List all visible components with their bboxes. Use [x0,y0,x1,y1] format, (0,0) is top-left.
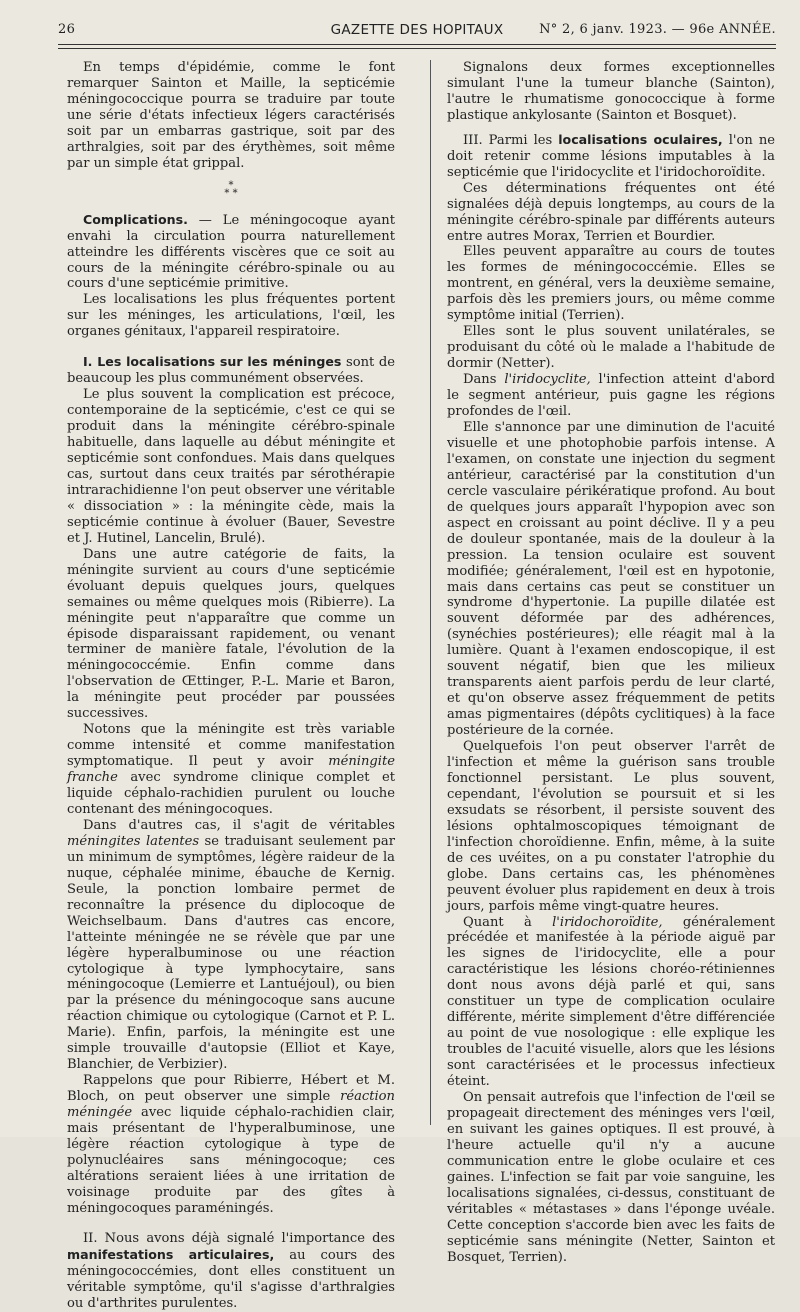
paragraph-text: au cours des méningococcémies, dont elles constituent un véritable symptôme, qu'il s'agisse d'arthralgies ou d'arthrites purulentes. [67,1247,395,1311]
paragraph: Les localisations les plus fréquentes portent sur les méninges, les articulations, l'œil, les organes génitaux, l'appareil respiratoire. [67,292,395,340]
issue-info: N° 2, 6 janv. 1923. — 96e ANNÉE. [539,22,776,37]
italic-term: l'iridochoroïdite, [552,914,663,930]
paragraph-text: avec liquide céphalo-rachidien clair, mais présentant de l'hyperalbuminose, une légère réaction cytologique à type de polynucléaires sans méningocoque; ces altérations seraient liées à une irritation de voisinage produite par des gîtes à méningocoques paraméningés. [67,1105,395,1216]
paragraph-text: l'on ne doit retenir comme lésions imputables à la septicémie que l'iridocyclite et l'iridochoroïdite. [447,132,775,180]
asterism-top: * [228,179,234,191]
paragraph: Ces déterminations fréquentes ont été signalées déjà depuis longtemps, au cours de la méningite cérébro-spinale par différents auteurs entre autres Morax, Terrien et Bourdier. [447,180,775,244]
paragraph: Dans une autre catégorie de faits, la méningite survient au cours d'une septicémie évoluant depuis quelques jours, quelques semaines ou même quelques mois (Ribierre). La méningite peut n'apparaître que comme un épisode disparaissant rapidement, ou venant terminer de manière fatale, l'évolution de la méningococcémie. Enfin comme dans l'observation de Œttinger, P.-L. Marie et Baron, la méningite peut procéder par poussées successives. [67,546,395,722]
paragraph-text: Rappelons que pour Ribierre, Hébert et M. Bloch, on peut observer une simple [67,1073,395,1105]
section-3-paragraph [447,132,775,181]
paragraph-text: généralement précédée et manifestée à la période aiguë par les signes de l'iridocyclite, elle a pour caractéristique les lésions choréo-rétiniennes dont nous avons déjà parlé et qui, sans constituer un type de complication oculaire différente, mérite simplement d'être différenciée au point de vue nosologique : elle explique les troubles de l'acuité visuelle, alors que les lésions sont caractérisées et le processus infectieux éteint. [447,914,775,1090]
column-divider [430,60,431,1125]
section-2-paragraph [67,1231,395,1312]
paragraph-text: Dans [463,372,505,388]
italic-term: l'iridocyclite, [504,372,591,388]
paragraph: En temps d'épidémie, comme le font remarquer Sainton et Maille, la septicémie méningococcique pourra se traduire par toute une série d'états infectieux légers caractérisés soit par un embarras gastrique, soit par des arthralgies, soit par des érythèmes, soit même par un simple état grippal. [67,60,395,171]
paragraph: Quelquefois l'on peut observer l'arrêt de l'infection et même la guérison sans trouble fonctionnel persistant. Le plus souvent, cependant, l'évolution se poursuit et si les exsudats se résorbent, il persiste souvent des lésions ophtalmoscopiques témoignant de l'infection choroïdienne. Enfin, même, à la suite de ces uvéites, on a pu constater l'atrophie du globe. Dans certains cas, les phénomènes peuvent évoluer plus rapidement en deux à trois jours, parfois même vingt-quatre heures. [447,739,775,914]
italic-term: méningites latentes [67,833,200,849]
paragraph-text: l'infection atteint d'abord le segment antérieur, puis gagne les régions profondes de l'œil. [447,372,775,420]
paragraph: On pensait autrefois que l'infection de l'œil se propageait directement des méninges vers l'œil, en suivant les gaines optiques. Il est prouvé, à l'heure actuelle qu'il n'y a aucune communication entre le globe oculaire et ces gaines. L'infection se fait par voie sanguine, les localisations signalées, ci-dessus, constituant de véritables « métastases » dans l'éponge uvéale. Cette conception s'accorde bien avec les faits de septicémie sans méningite (Netter, Sainton et Bosquet, Terrien). [447,1090,775,1265]
paragraph-text: Quant à [463,914,553,930]
section-heading: manifestations articulaires, [67,1246,275,1262]
section-1-paragraph [67,354,395,387]
paragraph-text: Notons que la méningite est très variable comme intensité et comme manifestation symptomatique. Il peut y avoir [67,722,395,770]
paragraph-text: III. Parmi les [463,132,559,148]
italic-term: réaction méningée [67,1089,395,1121]
paragraph-text: avec syndrome clinique complet et liquide céphalo-rachidien purulent ou louche contenant des méningocoques. [67,770,395,817]
right-column [447,60,775,1265]
section-heading: Complications. [83,211,188,227]
section-heading: localisations oculaires, [558,131,723,147]
paragraph-text: — Le méningocoque ayant envahi la circulation pourra naturellement atteindre les différents viscères que ce soit au cours de la méningite cérébro-spinale ou au cours d'une septicémie primitive. [67,212,395,292]
paragraph [67,722,395,818]
page-number: 26 [58,22,76,37]
page-header [58,22,776,42]
paragraph [67,1073,395,1217]
header-rule-top [58,44,776,45]
paragraph: Elles sont le plus souvent unilatérales, se produisant du côté où le malade a l'habitude de dormir (Netter). [447,324,775,372]
paragraph-text: sont de beaucoup les plus communément observées. [67,355,395,387]
paragraph: Signalons deux formes exceptionnelles simulant l'une la tumeur blanche (Sainton), l'autre le rhumatisme gonococcique à forme plastique ankylosante (Sainton et Bosquet). [447,60,775,123]
paragraph [447,915,775,1090]
italic-term: méningite franche [67,754,395,786]
paragraph [67,818,395,1073]
left-column [67,60,395,1312]
paragraph: Le plus souvent la complication est précoce, contemporaine de la septicémie, c'est ce qui se produit dans la méningite cérébro-spinale habituelle, dans laquelle au début méningite et septicémie sont confondues. Mais dans quelques cas, surtout dans ceux traités par sérothérapie intrarachidienne l'on peut observer une véritable « dissociation » : la méningite cède, mais la septicémie continue à évoluer (Bauer, Sevestre et J. Hutinel, Lancelin, Brulé). [67,387,395,546]
complications-paragraph [67,212,395,293]
section-separator [67,179,395,199]
journal-title: GAZETTE DES HOPITAUX [330,22,504,38]
paragraph [447,372,775,420]
asterism-bottom: * * [224,187,238,199]
paragraph-text: II. Nous avons déjà signalé l'importance des [83,1230,395,1246]
header-rule-bottom [58,48,776,49]
paragraph-text: se traduisant seulement par un minimum de symptômes, légère raideur de la nuque, céphalée minime, ébauche de Kernig. Seule, la ponction lombaire permet de reconnaître la présence du diplocoque de Weichselbaum. Dans d'autres cas encore, l'atteinte méningée ne se révèle que par une légère hyperalbuminose ou une réaction cytologique à type lymphocytaire, sans méningocoque (Lemierre et Lantuéjoul), ou bien par la présence du méningocoque sans aucune réaction chimique ou cytologique (Carnot et P. L. Marie). Enfin, parfois, la méningite est une simple trouvaille d'autopsie (Elliot et Kaye, Blanchier, de Verbizier). [67,833,395,1073]
paragraph: Elles peuvent apparaître au cours de toutes les formes de méningococcémie. Elles se montrent, en général, vers la deuxième semaine, parfois dès les premiers jours, ou même comme symptôme initial (Terrien). [447,244,775,324]
section-heading: I. Les localisations sur les méninges [83,354,342,370]
paragraph: Elle s'annonce par une diminution de l'acuité visuelle et une photophobie parfois intense. A l'examen, on constate une injection du segment antérieur, caractérisé par la constitution d'un cercle vasculaire périkératique profond. Au bout de quelques jours apparaît l'hypopion avec son aspect en croissant au point déclive. Il y a peu de douleur spontanée, mais de la douleur à la pression. La tension oculaire est souvent modifiée; généralement, l'œil est en hypotonie, mais dans certains cas peut se constituer un syndrome d'hypertonie. La pupille dilatée est souvent déformée par des adhérences, (synéchies postérieures); elle réagit mal à la lumière. Quant à l'examen endoscopique, il est souvent négatif, bien que les milieux transparents aient parfois perdu de leur clarté, et qu'on observe assez fréquemment de petits amas pigmentaires (dépôts cyclitiques) à la face postérieure de la cornée. [447,419,775,739]
paragraph-text: Dans d'autres cas, il s'agit de véritables [83,817,395,833]
